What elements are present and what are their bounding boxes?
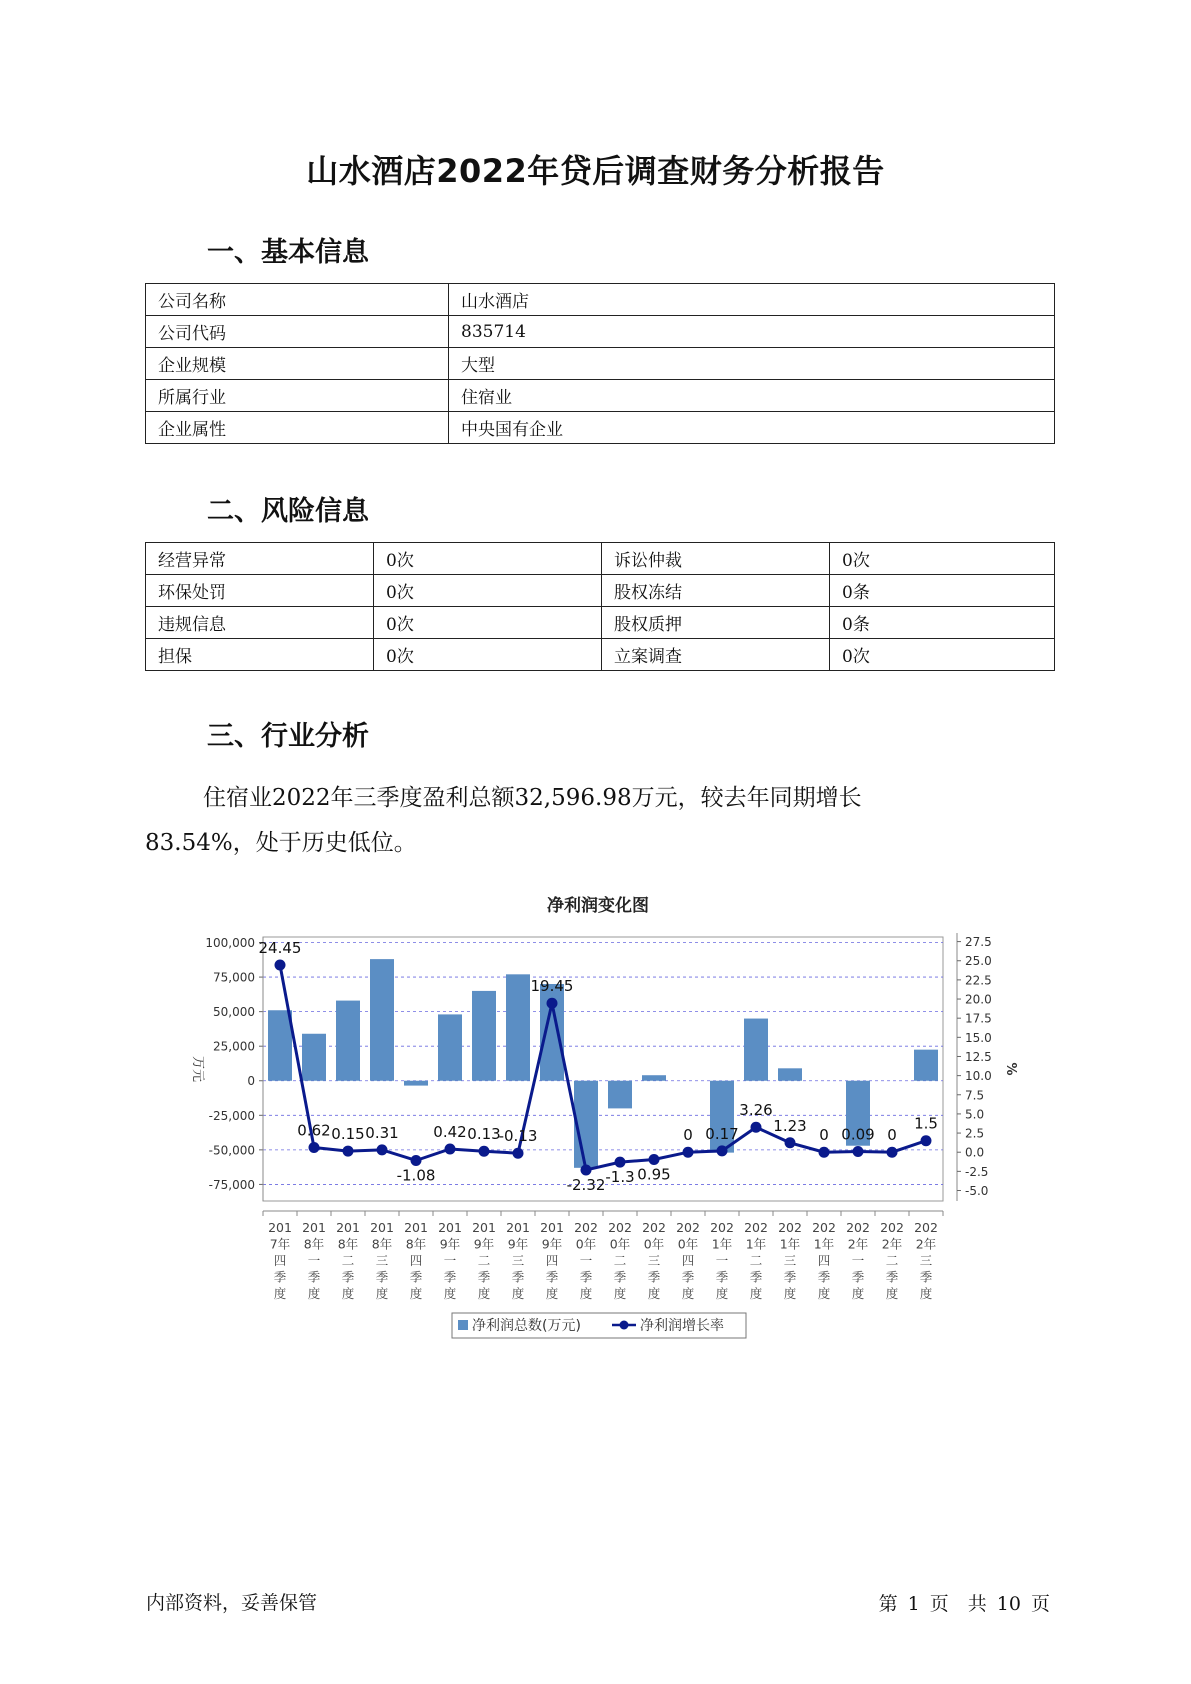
profit-bar [438,1014,462,1080]
risk-value: 0次 [374,543,602,575]
risk-value: 0条 [830,575,1055,607]
x-axis-category-label: 季 [545,1269,559,1285]
profit-bar [472,991,496,1081]
x-axis-category-label: 度 [647,1286,661,1301]
x-axis-category-label: 三 [783,1253,797,1268]
x-axis-category-label: 202 [676,1220,700,1235]
growth-rate-point [887,1147,898,1158]
growth-rate-data-label: 0.15 [331,1125,365,1144]
x-axis-category-label: 四 [409,1253,423,1268]
right-axis-tick-label: 7.5 [965,1088,985,1103]
growth-rate-point [853,1146,864,1157]
left-axis-tick-label: 25,000 [213,1039,255,1054]
left-axis-tick-label: -50,000 [208,1143,255,1158]
x-axis-category-label: 季 [375,1269,389,1285]
section-risk-info-heading: 二、风险信息 [207,496,369,527]
x-axis-category-label: 度 [613,1286,627,1301]
x-axis-category-label: 0年 [609,1236,631,1252]
x-axis-category-label: 202 [744,1220,768,1235]
x-axis-category-label: 季 [885,1269,899,1285]
growth-rate-point [377,1144,388,1155]
growth-rate-point [445,1143,456,1154]
growth-rate-data-label: 24.45 [258,938,302,957]
growth-rate-point [309,1142,320,1153]
legend-bar-swatch [458,1320,468,1330]
x-axis-category-label: 季 [919,1269,933,1285]
growth-rate-data-label: 0.13 [467,1125,501,1144]
x-axis-category-label: 度 [579,1286,593,1301]
basic-info-value: 山水酒店 [449,284,1055,316]
profit-bar [778,1068,802,1080]
report-title: 山水酒店2022年贷后调查财务分析报告 [306,152,885,190]
x-axis-category-label: 度 [409,1286,423,1301]
x-axis-category-label: 202 [914,1220,938,1235]
x-axis-category-label: 季 [681,1269,695,1285]
growth-rate-data-label: -2.32 [566,1175,606,1194]
x-axis-category-label: 8年 [303,1236,325,1252]
risk-value: 0次 [374,607,602,639]
x-axis-category-label: 202 [608,1220,632,1235]
basic-info-value: 住宿业 [449,380,1055,412]
right-axis-tick-label: 22.5 [965,973,992,988]
profit-bar [608,1081,632,1109]
x-axis-category-label: 0年 [643,1236,665,1252]
left-axis-tick-label: 0 [247,1074,255,1089]
x-axis-category-label: 季 [749,1269,763,1285]
x-axis-category-label: 度 [715,1286,729,1301]
x-axis-category-label: 2年 [847,1236,869,1252]
right-axis-tick-label: 17.5 [965,1011,992,1026]
right-axis-tick-label: 2.5 [965,1126,985,1141]
profit-bar [302,1034,326,1081]
growth-rate-point [411,1155,422,1166]
footer-page-mid: 页 [929,1593,949,1615]
x-axis-category-label: 度 [477,1286,491,1301]
growth-rate-point [921,1135,932,1146]
x-axis-category-label: 度 [443,1286,457,1301]
x-axis-category-label: 0年 [575,1236,597,1252]
footer-total-post: 页 [1030,1593,1050,1615]
growth-rate-data-label: 0.17 [705,1124,739,1143]
profit-bar [336,1001,360,1081]
risk-value: 0次 [374,639,602,671]
x-axis-category-label: 9年 [507,1236,529,1252]
x-axis-category-label: 2年 [881,1236,903,1252]
x-axis-category-label: 202 [812,1220,836,1235]
growth-rate-data-label: -1.3 [605,1168,635,1187]
x-axis-category-label: 季 [511,1269,525,1285]
footer-confidential-note: 内部资料，妥善保管 [146,1592,318,1614]
x-axis-category-label: 季 [307,1269,321,1285]
x-axis-category-label: 201 [404,1220,428,1235]
risk-label: 担保 [146,639,374,671]
x-axis-category-label: 四 [545,1253,559,1268]
left-axis-tick-label: -75,000 [208,1177,255,1192]
growth-rate-data-label: 0.62 [297,1121,331,1140]
x-axis-category-label: 二 [749,1253,763,1268]
growth-rate-data-label: 0.09 [841,1125,875,1144]
x-axis-category-label: 季 [341,1269,355,1285]
legend-line-marker [620,1321,629,1330]
right-axis-tick-label: 15.0 [965,1030,992,1045]
paragraph-line-2: 83.54%，处于历史低位。 [145,830,417,856]
x-axis-category-label: 度 [273,1286,287,1301]
footer-page-total: 10 [996,1593,1021,1615]
basic-info-value: 835714 [449,316,1055,348]
chart-title: 净利润变化图 [547,896,649,916]
basic-info-label: 企业规模 [146,348,449,380]
section-industry-heading: 三、行业分析 [207,721,369,752]
profit-bar [914,1050,938,1081]
right-axis-tick-label: 10.0 [965,1069,992,1084]
risk-label: 股权冻结 [602,575,830,607]
x-axis-category-label: 0年 [677,1236,699,1252]
right-axis-tick-label: 12.5 [965,1049,992,1064]
plot-area [263,937,943,1201]
x-axis-category-label: 8年 [337,1236,359,1252]
left-axis-tick-label: 100,000 [205,936,255,951]
x-axis-category-label: 季 [715,1269,729,1285]
x-axis-category-label: 三 [919,1253,933,1268]
x-axis-category-label: 1年 [745,1236,767,1252]
x-axis-category-label: 度 [783,1286,797,1301]
profit-bar [404,1081,428,1086]
x-axis-category-label: 四 [273,1253,287,1268]
x-axis-category-label: 四 [817,1253,831,1268]
risk-label: 经营异常 [146,543,374,575]
growth-rate-point [683,1147,694,1158]
left-axis-title: 万元 [190,1055,205,1083]
x-axis-category-label: 季 [817,1269,831,1285]
risk-label: 立案调查 [602,639,830,671]
x-axis-category-label: 1年 [711,1236,733,1252]
x-axis-category-label: 一 [579,1253,593,1268]
right-axis-tick-label: 25.0 [965,954,992,969]
growth-rate-data-label: 0 [887,1126,897,1145]
x-axis-category-label: 202 [846,1220,870,1235]
x-axis-category-label: 201 [370,1220,394,1235]
risk-value: 0次 [374,575,602,607]
x-axis-category-label: 季 [477,1269,491,1285]
profit-bar [370,959,394,1081]
left-axis-tick-label: 50,000 [213,1005,255,1020]
x-axis-category-label: 9年 [541,1236,563,1252]
x-axis-category-label: 一 [307,1253,321,1268]
x-axis-category-label: 三 [375,1253,389,1268]
legend-bar-label: 净利润总数(万元) [472,1318,581,1334]
x-axis-category-label: 度 [341,1286,355,1301]
x-axis-category-label: 一 [715,1253,729,1268]
x-axis-category-label: 201 [438,1220,462,1235]
x-axis-category-label: 度 [749,1286,763,1301]
growth-rate-data-label: 0.95 [637,1165,671,1184]
right-axis-tick-label: 5.0 [965,1107,985,1122]
x-axis-category-label: 202 [710,1220,734,1235]
risk-label: 环保处罚 [146,575,374,607]
risk-label: 诉讼仲裁 [602,543,830,575]
footer-total-pre: 共 [967,1593,987,1615]
basic-info-label: 公司名称 [146,284,449,316]
growth-rate-data-label: 0 [819,1126,829,1145]
growth-rate-data-label: 0 [683,1126,693,1145]
x-axis-category-label: 季 [443,1269,457,1285]
basic-info-label: 公司代码 [146,316,449,348]
growth-rate-point [649,1154,660,1165]
basic-info-label: 企业属性 [146,412,449,444]
risk-value: 0条 [830,607,1055,639]
footer-page-number [874,1589,1055,1616]
footer-page-pre: 第 [878,1593,898,1615]
growth-rate-point [819,1147,830,1158]
x-axis-category-label: 一 [851,1253,865,1268]
growth-rate-point [513,1148,524,1159]
profit-bar [642,1075,666,1081]
left-axis-tick-label: -25,000 [208,1108,255,1123]
basic-info-value: 大型 [449,348,1055,380]
section-basic-info-heading: 一、基本信息 [207,237,369,268]
growth-rate-point [479,1146,490,1157]
x-axis-category-label: 201 [336,1220,360,1235]
x-axis-category-label: 201 [540,1220,564,1235]
x-axis-category-label: 三 [647,1253,661,1268]
x-axis-category-label: 202 [574,1220,598,1235]
x-axis-category-label: 202 [778,1220,802,1235]
right-axis-tick-label: 0.0 [965,1145,985,1160]
x-axis-category-label: 季 [783,1269,797,1285]
basic-info-label: 所属行业 [146,380,449,412]
x-axis-category-label: 202 [642,1220,666,1235]
x-axis-category-label: 2年 [915,1236,937,1252]
right-axis-tick-label: 20.0 [965,992,992,1007]
growth-rate-data-label: 3.26 [739,1101,773,1120]
left-axis-tick-label: 75,000 [213,970,255,985]
x-axis-category-label: 季 [579,1269,593,1285]
x-axis-category-label: 度 [375,1286,389,1301]
risk-label: 违规信息 [146,607,374,639]
growth-rate-data-label: 1.5 [914,1114,938,1133]
growth-rate-data-label: -0.13 [498,1127,538,1146]
x-axis-category-label: 度 [511,1286,525,1301]
x-axis-category-label: 季 [409,1269,423,1285]
x-axis-category-label: 度 [851,1286,865,1301]
x-axis-category-label: 四 [681,1253,695,1268]
x-axis-category-label: 201 [506,1220,530,1235]
x-axis-category-label: 度 [885,1286,899,1301]
growth-rate-data-label: -1.08 [396,1166,436,1185]
profit-bar [506,974,530,1080]
profit-bar [744,1019,768,1081]
x-axis-category-label: 度 [919,1286,933,1301]
x-axis-category-label: 度 [307,1286,321,1301]
risk-value: 0次 [830,639,1055,671]
x-axis-category-label: 季 [273,1269,287,1285]
right-axis-tick-label: -2.5 [965,1164,989,1179]
x-axis-category-label: 三 [511,1253,525,1268]
growth-rate-data-label: 0.42 [433,1122,467,1141]
x-axis-category-label: 二 [341,1253,355,1268]
x-axis-category-label: 202 [880,1220,904,1235]
right-axis-title: % [1003,1062,1018,1076]
growth-rate-point [615,1157,626,1168]
growth-rate-data-label: 0.31 [365,1123,399,1142]
x-axis-category-label: 度 [545,1286,559,1301]
x-axis-category-label: 201 [472,1220,496,1235]
x-axis-category-label: 一 [443,1253,457,1268]
growth-rate-point [343,1146,354,1157]
x-axis-category-label: 二 [885,1253,899,1268]
growth-rate-point [547,998,558,1009]
growth-rate-data-label: 1.23 [773,1116,807,1135]
x-axis-category-label: 二 [613,1253,627,1268]
x-axis-category-label: 9年 [473,1236,495,1252]
right-axis-tick-label: 27.5 [965,935,992,950]
x-axis-category-label: 季 [613,1269,627,1285]
risk-value: 0次 [830,543,1055,575]
risk-label: 股权质押 [602,607,830,639]
profit-bar [268,1010,292,1080]
x-axis-category-label: 度 [817,1286,831,1301]
x-axis-category-label: 度 [681,1286,695,1301]
x-axis-category-label: 7年 [269,1236,291,1252]
growth-rate-point [581,1164,592,1175]
basic-info-value: 中央国有企业 [449,412,1055,444]
growth-rate-point [785,1137,796,1148]
x-axis-category-label: 1年 [813,1236,835,1252]
growth-rate-point [275,959,286,970]
growth-rate-point [717,1145,728,1156]
x-axis-category-label: 季 [851,1269,865,1285]
paragraph-line-1: 住宿业2022年三季度盈利总额32,596.98万元，较去年同期增长 [203,785,862,811]
x-axis-category-label: 季 [647,1269,661,1285]
x-axis-category-label: 8年 [405,1236,427,1252]
x-axis-category-label: 1年 [779,1236,801,1252]
right-axis-tick-label: -5.0 [965,1184,989,1199]
x-axis-category-label: 二 [477,1253,491,1268]
x-axis-category-label: 9年 [439,1236,461,1252]
legend-line-label: 净利润增长率 [640,1318,724,1334]
x-axis-category-label: 201 [302,1220,326,1235]
x-axis-category-label: 8年 [371,1236,393,1252]
x-axis-category-label: 201 [268,1220,292,1235]
footer-page-current: 1 [907,1593,920,1615]
growth-rate-point [751,1122,762,1133]
growth-rate-data-label: 19.45 [530,977,574,996]
